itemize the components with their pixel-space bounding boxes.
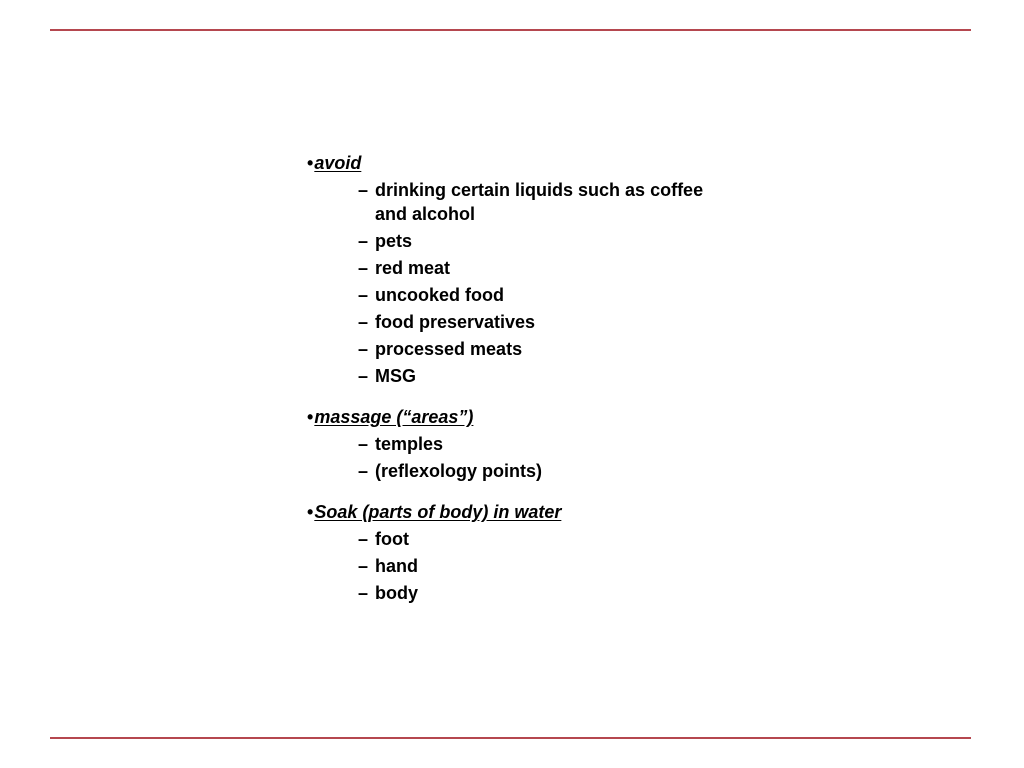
list-item (358, 229, 907, 253)
list-item (358, 554, 907, 578)
list-item (358, 459, 907, 483)
list-item-text: body (375, 583, 418, 603)
dash-glyph: – (358, 180, 369, 200)
section-heading (307, 151, 907, 175)
list-item-text: drinking certain liquids such as coffee and alcohol (375, 180, 704, 224)
list-item (358, 283, 907, 307)
dash-glyph: – (358, 231, 369, 251)
list-item-text: uncooked food (375, 285, 504, 305)
dash-glyph: – (358, 258, 369, 278)
list-item-text: temples (375, 434, 444, 454)
list-item (358, 581, 907, 605)
bullet-glyph: • (307, 153, 314, 173)
list-item (358, 364, 907, 388)
dash-glyph: – (358, 434, 369, 454)
section-soak (307, 500, 907, 605)
section-avoid (307, 151, 907, 388)
list-item (358, 432, 907, 456)
dash-glyph: – (358, 339, 369, 359)
section-massage (307, 405, 907, 483)
dash-glyph: – (358, 529, 369, 549)
list-item (358, 178, 907, 226)
dash-glyph: – (358, 556, 369, 576)
bottom-divider (50, 737, 971, 739)
list-item-text: food preservatives (375, 312, 536, 332)
slide-body (307, 151, 907, 608)
list-item-text: red meat (375, 258, 451, 278)
list-item (358, 527, 907, 551)
list-item-text: (reflexology points) (375, 461, 543, 481)
bullet-glyph: • (307, 407, 314, 427)
list-item-text: hand (375, 556, 418, 576)
bullet-glyph: • (307, 502, 314, 522)
list-item-text: MSG (375, 366, 417, 386)
list-item (358, 256, 907, 280)
sub-item-list (307, 527, 907, 605)
section-heading-text: avoid (314, 153, 362, 173)
section-heading-text: Soak (parts of body) in water (314, 502, 562, 522)
dash-glyph: – (358, 583, 369, 603)
dash-glyph: – (358, 461, 369, 481)
list-item (358, 337, 907, 361)
list-item-text: processed meats (375, 339, 523, 359)
top-divider (50, 29, 971, 31)
section-heading (307, 405, 907, 429)
dash-glyph: – (358, 285, 369, 305)
dash-glyph: – (358, 312, 369, 332)
section-heading (307, 500, 907, 524)
list-item-text: foot (375, 529, 409, 549)
list-item-text: pets (375, 231, 413, 251)
list-item (358, 310, 907, 334)
dash-glyph: – (358, 366, 369, 386)
section-heading-text: massage (“areas”) (314, 407, 474, 427)
sub-item-list (307, 178, 907, 388)
sub-item-list (307, 432, 907, 483)
